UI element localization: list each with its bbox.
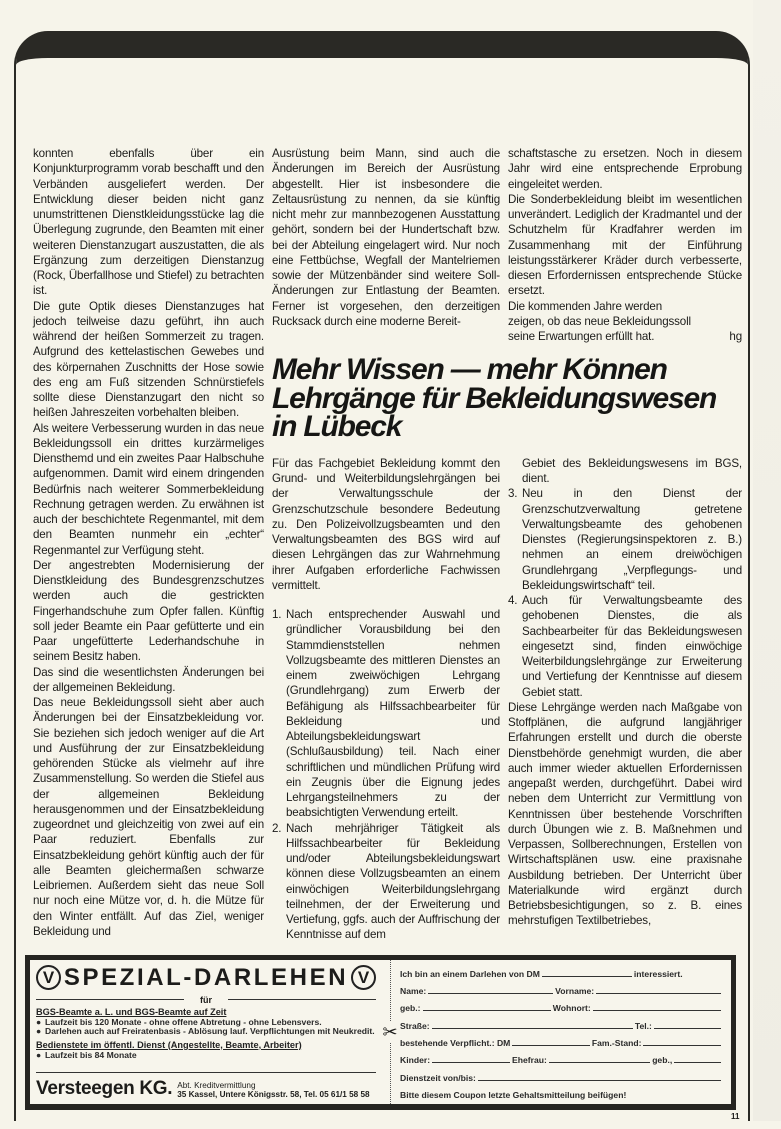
bullet-text: Darlehen auch auf Freiratenbasis - Ablösung lauf. Verpflichtungen mit Neukredit. (45, 1026, 375, 1037)
geb-field[interactable] (423, 1009, 551, 1011)
field-label: interessiert. (633, 968, 683, 979)
paragraph: Das neue Bekleidungssoll sieht aber auch Änderungen bei der Einsatzbekleidung vor. Sie beziehen sich jedoch weniger auf die Art und Ausführung der zur Einsatzbekleidung gehörenden Stücke als vielmehr auf ihre Zusammenstellung. So werden die Stiefel aus der allgemeinen Bekleidung herausgenommen und der Einsatzbekleidung zugeordnet und gleichzeitig von zwei auf ein Paar reduziert. Ebenfalls zur Einsatzbekleidung gehört künftig auch der für alle Beamten gleichermaßen schwarze Leibriemen. Außerdem sieht das neue Soll nur noch eine Mütze vor, d. h. die Mütze für den Winter entfällt. Auf das Ziel, weniger Bekleidung und (33, 696, 264, 938)
famstand-field[interactable] (643, 1044, 721, 1046)
field-label: Ich bin an einem Darlehen von DM (400, 968, 540, 979)
list-text: Nach mehrjähriger Tätigkeit als Hilfssachbearbeiter für Bekleidung und/oder Abteilungsbekleidungswart können diese Vollzugsbeamten an einem einwöchigen Weiterbildungslehrgang teilnehmen, der der Erweiterung und Vertiefung, ggfs. auch der Auffrischung der Kenntnisse auf dem (286, 821, 500, 942)
list-text: Auch für Verwaltungsbeamte des gehobenen Dienstes, die als Sachbearbeiter für das Bekleidungswesen eingesetzt sind, finden einwöchige Weiterbildungslehrgänge zur Erweiterung und Vertiefung der Kenntnisse auf diesem Gebiet statt. (522, 594, 742, 699)
coupon-note: Bitte diesem Coupon letzte Gehaltsmitteilung beifügen! (400, 1089, 627, 1100)
strasse-field[interactable] (432, 1027, 633, 1029)
ehefrau-field[interactable] (549, 1061, 650, 1063)
closing-line (508, 299, 742, 345)
field-label: bestehende Verpflicht.: DM (400, 1037, 511, 1048)
bullet-text: Laufzeit bis 120 Monate - ohne offene Abtretung - ohne Lebensvers. (45, 1016, 322, 1027)
company-name: Versteegen KG. (36, 1078, 173, 1100)
field-label: Tel.: (634, 1020, 652, 1031)
author-signature: hg (729, 330, 742, 343)
v-logo-icon: V (351, 965, 376, 990)
paragraph: Diese Lehrgänge werden nach Maßgabe von Stoffplänen, die aufgrund langjähriger Erfahrungen erstellt und durch die oberste Dienstbehörde genehmigt wurden, die aber auch immer wieder aktuellen Erfordernissen angepaßt werden, durchgeführt. Dabei wird neben dem Unterricht zur Vermittlung von Kenntnissen über bestehende Vorschriften durch Übungen wie z. B. Maßnehmen und Verpassen, Sollberechnungen, Erstellen von Wirtschaftsplänen usw. eine praxisnahe Ausbildung betrieben. Der Unterricht über Materialkunde wird ergänzt durch Betriebsbesichtigungen, so z. B. eines mehrstufigen Textilbetriebes, (508, 700, 742, 928)
list-item (272, 821, 500, 943)
cut-line (380, 960, 400, 1104)
ad-headline (36, 962, 376, 994)
paragraph: Die kommenden Jahre werden zeigen, ob das neue Bekleidungssoll seine Erwartungen erfüllt hat. (508, 299, 691, 343)
ad-offer (30, 960, 376, 1104)
scissors-icon: ✂ (382, 1021, 398, 1042)
title-line: Mehr Wissen — mehr Können (272, 353, 667, 387)
fuer-divider (36, 995, 376, 1005)
article-column-1 (33, 146, 264, 939)
loan-advertisement (25, 955, 736, 1110)
field-label: Kinder: (400, 1055, 431, 1066)
group2-heading: Bedienstete im öffentl. Dienst (Angestellte, Beamte, Arbeiter) (36, 1039, 302, 1050)
article-column-2 (272, 146, 500, 329)
amount-field[interactable] (542, 975, 632, 977)
geb2-field[interactable] (674, 1061, 721, 1063)
field-label: Vorname: (555, 986, 595, 997)
list-text: Gebiet des Bekleidungswesens im BGS, dient. (522, 456, 742, 485)
fuer-label: für (200, 994, 212, 1005)
v-logo-icon: V (36, 965, 61, 990)
field-label: Dienstzeit von/bis: (400, 1072, 476, 1083)
name-field[interactable] (428, 992, 553, 994)
wohnort-field[interactable] (593, 1009, 721, 1011)
article2-column-2 (272, 456, 500, 943)
paragraph: Als weitere Verbesserung wurden in das neue Bekleidungssoll ein drittes kurzärmeliges Diensthemd und ein zweites Paar Halbschuhe aufgenommen. Damit wird einem dringenden Bedürfnis nach weiterer Sommerbekleidung Rechnung getragen werden. Zu erwähnen ist auch der beschichtete Regenmantel, mit dem den Beamten nunmehr ein „echter“ Regenmantel zur Verfügung steht. (33, 421, 264, 557)
paragraph: Die gute Optik dieses Dienstanzuges hat jedoch teilweise dazu geführt, ihn auch während der heißen Sommerzeit zu tragen. Aufgrund des kettelastischen Gewebes und des körpernahen Zuschnitts der Hose sowie des eng am Fuß sitzenden Schnürstiefels sollte diese Dienstanzugart den nicht so heißen Jahreszeiten vorbehalten bleiben. (33, 299, 264, 420)
bullet: ● Laufzeit bis 120 Monate - ohne offene Abtretung - ohne Lebensvers. (36, 1016, 322, 1027)
right-columns (272, 146, 742, 943)
list-item (508, 593, 742, 700)
coupon-form (400, 960, 731, 1104)
paragraph: Der angestrebten Modernisierung der Dienstkleidung des Bundesgrenzschutzes werden auch die gestrickten Fingerhandschuhe zum Opfer fallen. Künftig soll jeder Beamte ein Paar gefütterte und ein Paar ungefütterte Lederhandschuhe in seinem Besitz haben. (33, 558, 264, 664)
intro-paragraph: Für das Fachgebiet Bekleidung kommt den Grund- und Weiterbildungslehrgängen bei der Verwaltungsschule der Grenzschutzschule besondere Bedeutung zu. Den Polizeivollzugsbeamten und den Verwaltungsbeamten des BGS wird auf diesen Lehrgängen das zur Wahrnehmung ihrer Aufgaben erforderliche Fachwissen vermittelt. (272, 456, 500, 592)
list-number: 1. (272, 608, 282, 621)
headline-text: SPEZIAL-DARLEHEN (63, 963, 349, 991)
article-column-3 (508, 146, 742, 344)
list-item (272, 607, 500, 821)
company-block (36, 1079, 376, 1099)
kinder-field[interactable] (432, 1061, 510, 1063)
field-label: geb., (652, 1055, 673, 1066)
field-label: Name: (400, 986, 427, 997)
company-address: 35 Kassel, Untere Königsstr. 58, Tel. 05 61/1 58 58 (177, 1090, 370, 1100)
list-number: 3. (508, 487, 518, 501)
article2-column-3 (508, 456, 742, 929)
paragraph: Die Sonderbekleidung bleibt im wesentlichen unverändert. Lediglich der Kradmantel und der Schutzhelm für Kradfahrer werden im Zusammenhang mit der Einführung leistungsstärkerer Kräder durch verbesserte, diesen Erfordernissen entsprechende Stücke ersetzt. (508, 192, 742, 298)
company-dept: Abt. Kreditvermittlung (177, 1081, 256, 1091)
verpflicht-field[interactable] (512, 1044, 590, 1046)
list-text: Neu in den Dienst der Grenzschutzverwaltung getretene Verwaltungsbeamte des gehobenen Dienstes (Regierungsinspektoren z. B.) nehmen an einem dreiwöchigen Grundlehrgang „Verpflegungs- und Bekleidungswirtschaft“ teil. (522, 487, 742, 592)
paragraph: Ausrüstung beim Mann, sind auch die Änderungen im Bereich der Ausrüstung abgestellt. Hier ist insbesondere die Zeltausrüstung zu nennen, da sie künftig nicht mehr zur mannbezogenen Ausstattung gehört, sondern bei der Hundertschaft bzw. bei der Abteilung eingelagert wird. Nur noch eine Fettbüchse, Wegfall der Mantelriemen sowie der Mützenbänder sind weitere Soll-Änderungen zur Entlastung der Beamten. Ferner ist vorgesehen, den derzeitigen Rucksack durch eine moderne Bereit- (272, 147, 500, 328)
bullet-text: Laufzeit bis 84 Monate (45, 1049, 137, 1060)
page-number: 11 (731, 1111, 740, 1121)
field-label: Straße: (400, 1020, 430, 1031)
title-line: in Lübeck (272, 410, 402, 444)
dienstzeit-field[interactable] (478, 1079, 721, 1081)
field-label: Ehefrau: (512, 1055, 547, 1066)
tel-field[interactable] (654, 1027, 721, 1029)
paragraph: schaftstasche zu ersetzen. Noch in diesem Jahr wird eine entsprechende Erprobung eingeleitet werden. (508, 147, 742, 191)
list-item (508, 486, 742, 593)
vorname-field[interactable] (596, 992, 721, 994)
bullet: ● Darlehen auch auf Freiratenbasis - Ablösung lauf. Verpflichtungen mit Neukredit. (36, 1026, 375, 1037)
bullet: ● Laufzeit bis 84 Monate (36, 1049, 137, 1060)
list-number: 4. (508, 594, 518, 607)
article-title (272, 353, 742, 444)
list-text: Nach entsprechender Auswahl und gründlicher Vorausbildung bei den Stammdienststellen nehmen Vollzugsbeamte des mittleren Dienstes an einem zweiwöchigen Lehrgang (Grundlehrgang) zum Erwerb der Befähigung als Hilfssachbearbeiter für Bekleidung und Abteilungsbekleidungswart (Schlußausbildung) teil. Nach einer schriftlichen und mündlichen Prüfung wird ein Zeugnis über die Eignung jedes Lehrgangsteilnehmers zu der beabsichtigten Verwendung erteilt. (286, 608, 500, 820)
field-label: geb.: (400, 1003, 421, 1014)
group1-heading: BGS-Beamte a. L. und BGS-Beamte auf Zeit (36, 1006, 227, 1017)
field-label: Fam.-Stand: (591, 1037, 642, 1048)
title-line: Lehrgänge für Bekleidungswesen (272, 381, 717, 415)
paragraph: konnten ebenfalls über ein Konjunkturprogramm vorab beschafft und den Verbänden ausgeliefert werden. Der Entwicklung dieser beiden nicht ganz unumstrittenen Dienstkleidungsstücke lag die Überlegung zugrunde, den Beamten mit einer weiteren Dienstanzugart auszustatten, die als Ergänzung zum derzeitigen Dienstanzug (Rock, Überfallhose und Stiefel) zu betrachten ist. (33, 147, 264, 298)
list-item-continuation (508, 456, 742, 487)
field-label: Wohnort: (552, 1003, 591, 1014)
list-number: 2. (272, 821, 282, 835)
paragraph: Das sind die wesentlichsten Änderungen bei der allgemeinen Bekleidung. (33, 665, 264, 694)
